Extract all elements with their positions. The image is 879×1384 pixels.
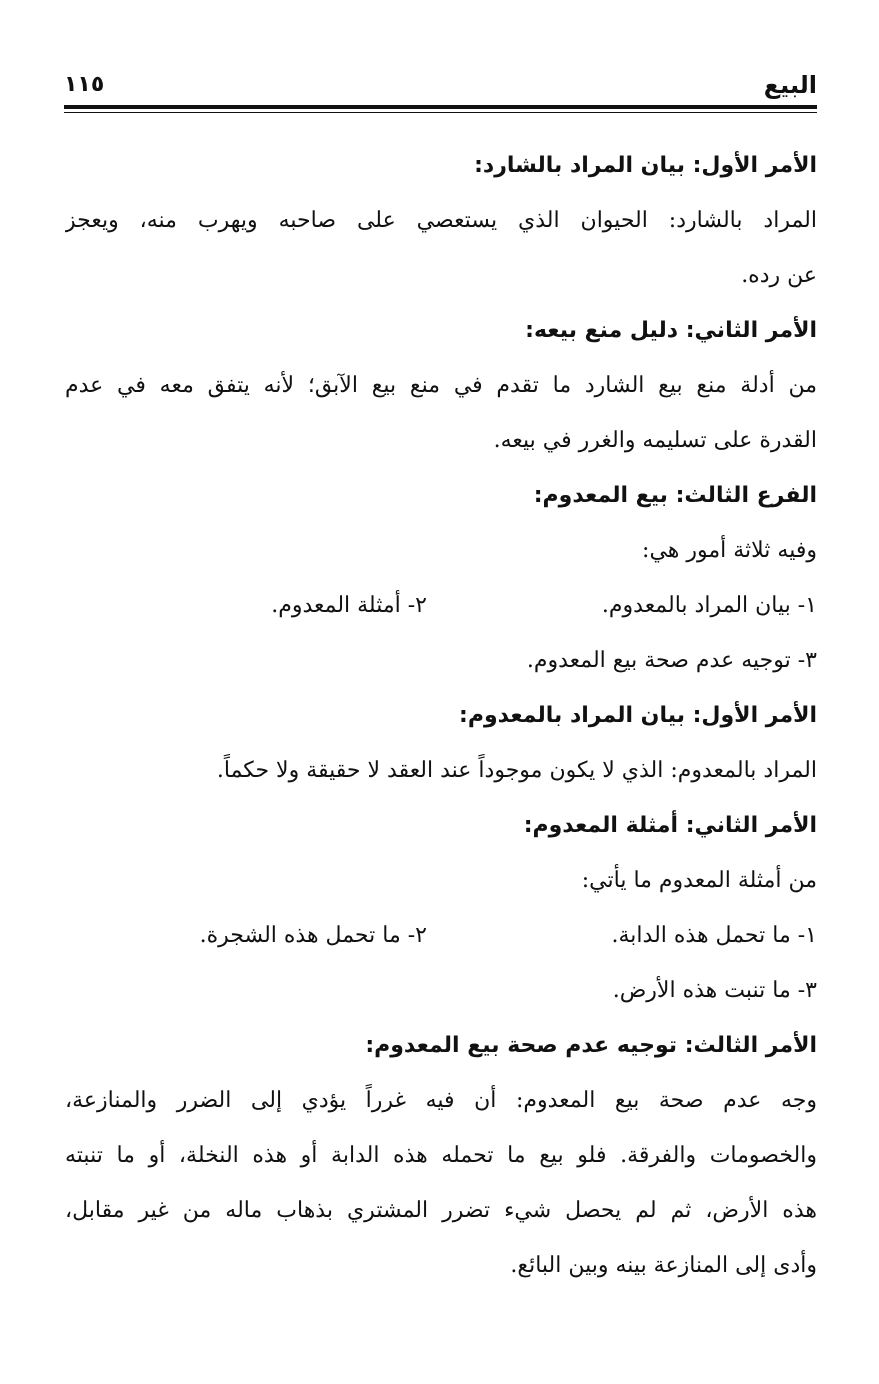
branch-heading: الفرع الثالث: بيع المعدوم:	[533, 483, 817, 508]
running-header	[64, 66, 817, 106]
list-item: ١- بيان المراد بالمعدوم.	[601, 593, 817, 618]
paragraph-line: عن رده.	[741, 263, 817, 288]
paragraph-line: والخصومات والفرقة. فلو بيع ما تحمله هذه الدابة أو هذه النخلة، أو ما تنبته	[65, 1143, 817, 1168]
section-heading: الأمر الأول: بيان المراد بالشارد:	[474, 153, 817, 178]
section-heading: الأمر الثاني: أمثلة المعدوم:	[523, 813, 817, 838]
page-body	[65, 138, 817, 1293]
running-header-title: البيع	[763, 71, 817, 99]
paragraph-line: من أدلة منع بيع الشارد ما تقدم في منع بيع الآبق؛ لأنه يتفق معه في عدم	[65, 373, 817, 398]
section-heading: الأمر الثالث: توجيه عدم صحة بيع المعدوم:	[365, 1033, 817, 1058]
paragraph-line: وجه عدم صحة بيع المعدوم: أن فيه غرراً يؤدي إلى الضرر والمنازعة،	[65, 1088, 817, 1113]
paragraph-line: وأدى إلى المنازعة بينه وبين البائع.	[510, 1253, 817, 1278]
section-heading: الأمر الأول: بيان المراد بالمعدوم:	[459, 703, 817, 728]
paragraph-line: القدرة على تسليمه والغرر في بيعه.	[493, 428, 817, 453]
list-row	[65, 578, 817, 633]
list-item: ١- ما تحمل هذه الدابة.	[611, 923, 817, 948]
list-item: ٢- ما تحمل هذه الشجرة.	[199, 923, 427, 948]
list-row	[65, 908, 817, 963]
list-item: ٢- أمثلة المعدوم.	[271, 593, 427, 618]
list-item: ٣- توجيه عدم صحة بيع المعدوم.	[526, 648, 817, 673]
page-number: ١١٥	[64, 72, 105, 97]
paragraph-line: هذه الأرض، ثم لم يحصل شيء تضرر المشتري بذهاب ماله من غير مقابل،	[65, 1198, 817, 1223]
header-rule-thick	[64, 105, 817, 109]
header-rule-thin	[64, 112, 817, 113]
list-item: ٣- ما تنبت هذه الأرض.	[612, 978, 817, 1003]
paragraph-line: وفيه ثلاثة أمور هي:	[642, 538, 817, 563]
section-heading: الأمر الثاني: دليل منع بيعه:	[525, 318, 817, 343]
paragraph-line: المراد بالشارد: الحيوان الذي يستعصي على صاحبه ويهرب منه، ويعجز	[65, 208, 817, 233]
paragraph-line: المراد بالمعدوم: الذي لا يكون موجوداً عند العقد لا حقيقة ولا حكماً.	[216, 758, 817, 783]
paragraph-line: من أمثلة المعدوم ما يأتي:	[581, 868, 817, 893]
